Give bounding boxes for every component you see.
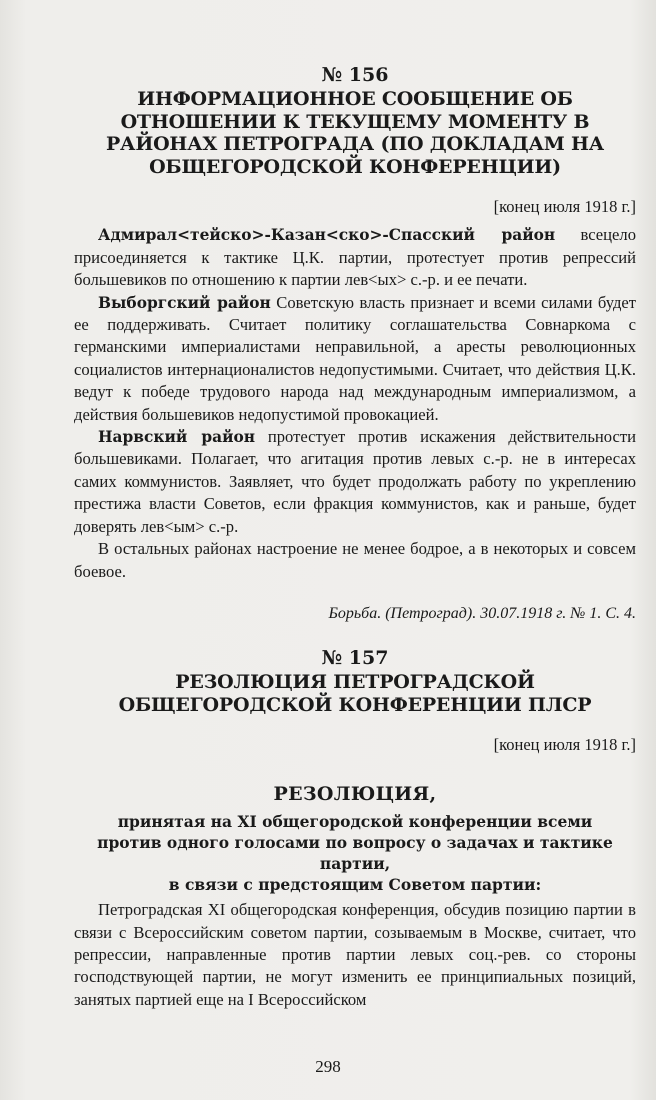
doc-156-date: [конец июля 1918 г.]: [493, 197, 636, 216]
paragraph-text: всецело присоединяется к тактике Ц.К. партии, протестует против репрессий большевиков по отношению к партии лев<ых> с.-р. и ее печати.: [74, 225, 636, 290]
paragraph-admiralteysky: [74, 224, 636, 291]
resolution-paragraph: Петроградская XI общегородская конференция, обсудив позицию партии в связи с Всероссийским советом партии, созываемым в Москве, считает, что репрессии, направленные против партии левых соц.-рев. со стороны господствующей партии, не могут изменить ее принципиальных позиций, занятых партией еще на I Всероссийском: [74, 900, 636, 1009]
paragraph-text: В остальных районах настроение не менее бодрое, а в некоторых и совсем боевое.: [74, 539, 636, 581]
doc-156-source: Борьба. (Петроград). 30.07.1918 г. № 1. С. 4.: [328, 604, 636, 622]
doc-156-number: № 156: [321, 64, 389, 86]
subheading-line: в связи с предстоящим Советом партии:: [168, 875, 542, 895]
paragraph-text: Советскую власть признает и всеми силами будет ее поддерживать. Считает политику соглашательства Совнаркома с германскими империалистами неправильной, а аресты революционных социалистов интернационалистов недопустимыми. Считает, что действия Ц.К. ведут к победе трудового народа над международным империализмом, а действия большевиков недопустимой провокацией.: [74, 292, 637, 424]
page-number: 298: [315, 1057, 341, 1076]
resolution-subheading: [74, 811, 636, 895]
doc-157-date: [конец июля 1918 г.]: [493, 735, 636, 755]
doc-156-title: ИНФОРМАЦИОННОЕ СООБЩЕНИЕ ОБ ОТНОШЕНИИ К ТЕКУЩЕМУ МОМЕНТУ В РАЙОНАХ ПЕТРОГРАДА (ПО ДОКЛАДАМ НА ОБЩЕГОРОДСКОЙ КОНФЕРЕНЦИИ): [105, 88, 605, 178]
district-name: Выборгский район: [98, 293, 271, 312]
subheading-line: против одного голосами по вопросу о задачах и тактике партии,: [97, 833, 613, 874]
page-content: [74, 64, 636, 1011]
district-name: Адмирал<тейско>-Казан<ско>-Спасский район: [98, 226, 556, 245]
paragraph-text: протестует против искажения действительности большевиками. Полагает, что агитация против левых с.-р. не в интересах самих коммунистов. Заявляет, что будет продолжать работу по укреплению престижа власти Советов, если фракция коммунистов, как и раньше, будет доверять лев<ым> с.-р.: [74, 427, 636, 536]
subheading-line: принятая на XI общегородской конференции всеми: [117, 812, 593, 832]
resolution-heading: РЕЗОЛЮЦИЯ,: [273, 782, 437, 805]
paragraph-other-districts: [74, 538, 636, 583]
doc-157-title: РЕЗОЛЮЦИЯ ПЕТРОГРАДСКОЙ ОБЩЕГОРОДСКОЙ КОНФЕРЕНЦИИ ПЛСР: [118, 671, 592, 716]
doc-157-number: № 157: [321, 647, 389, 670]
district-name: Нарвский район: [98, 428, 256, 447]
paragraph-narvsky: [74, 426, 636, 538]
paragraph-vyborgsky: [74, 292, 636, 426]
